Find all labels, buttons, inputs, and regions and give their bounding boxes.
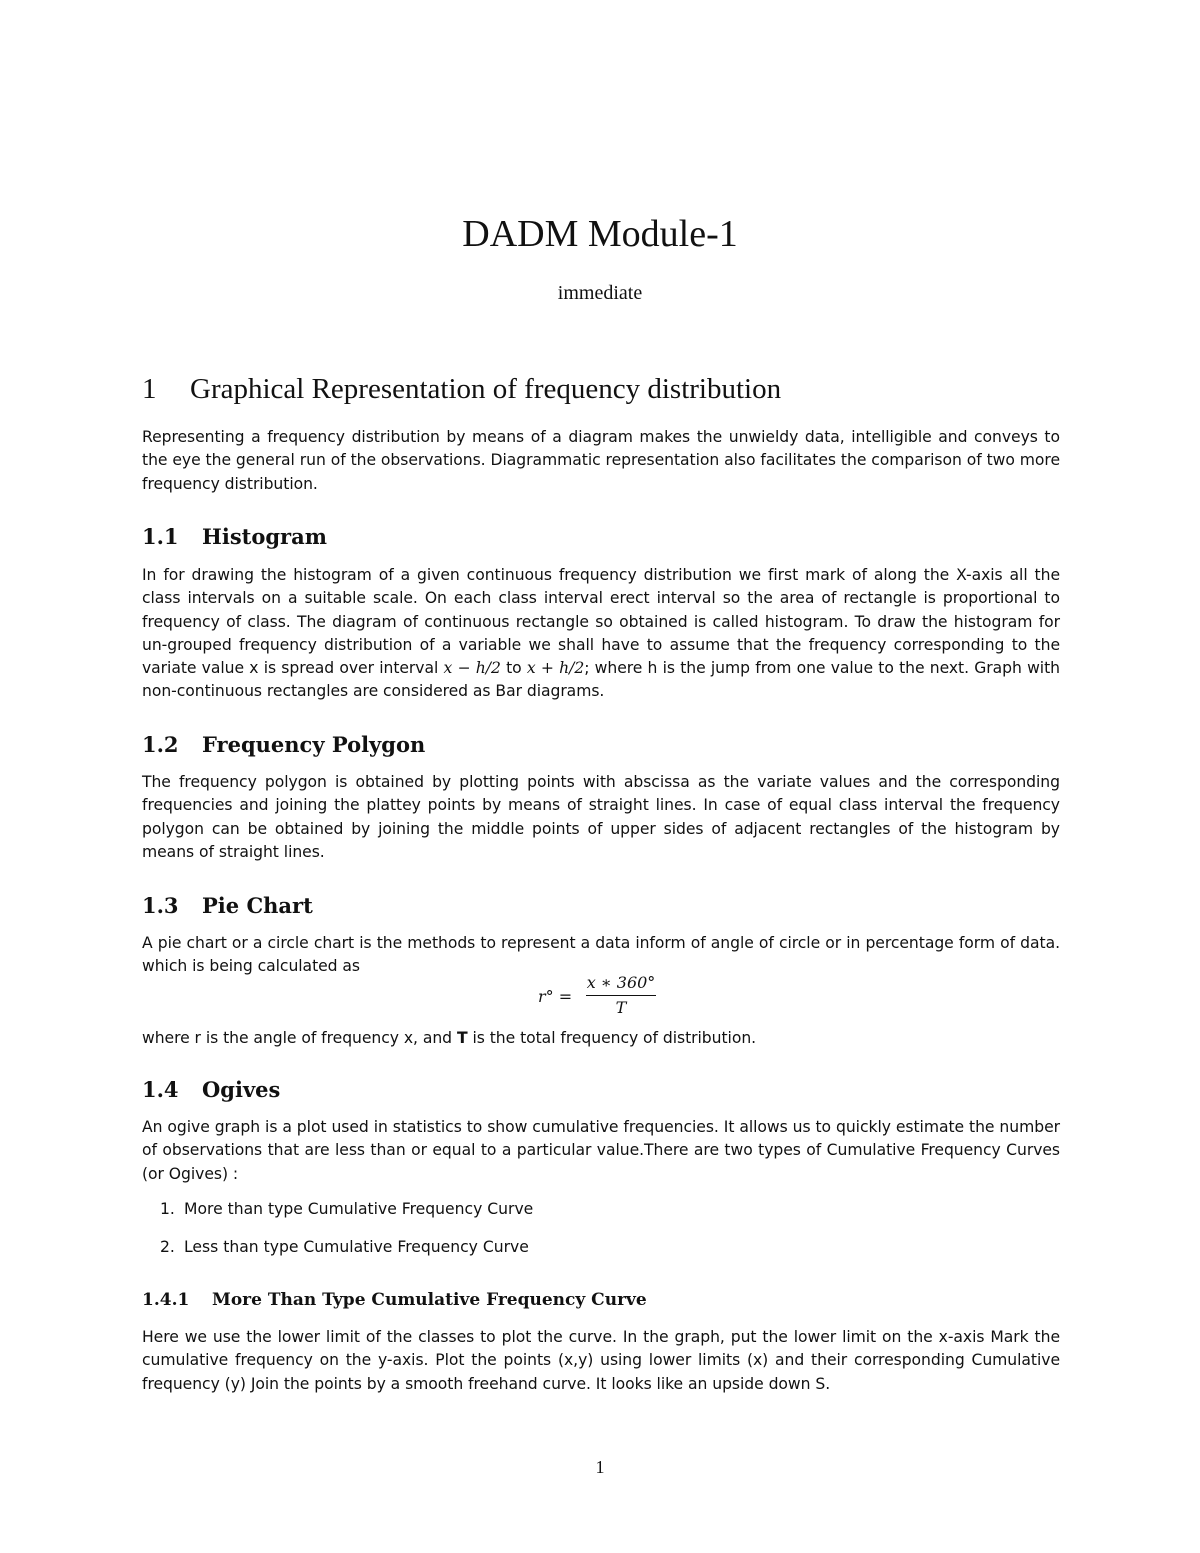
body-text: to: [500, 659, 527, 678]
formula-numerator: x ∗ 360°: [586, 973, 656, 992]
section-1-4-1-body: Here we use the lower limit of the classes to plot the curve. In the graph, put the lower limit on the x-axis Mark the cumulative frequency on the y-axis. Plot the points (x,y) using lower limits (x) and their corresponding Cumulative frequency (y) Join the points by a smooth freehand curve. It looks like an upside down S.: [142, 1328, 1060, 1393]
body-text: where r is the angle of frequency x, and: [142, 1029, 457, 1047]
math-expression: x + h/2: [526, 659, 585, 678]
bold-symbol: T: [456, 1029, 468, 1047]
section-number: 1.4.1: [142, 1290, 190, 1310]
section-1-2-body: The frequency polygon is obtained by plotting points with abscissa as the variate values and the corresponding frequencies and joining the plattey points by means of straight lines. In case of equal class interval the frequency polygon can be obtained by joining the middle points of upper sides of adjacent rectangles of the histogram by means of straight lines.: [142, 773, 1060, 861]
list-item: [160, 1238, 529, 1256]
section-1-body: Representing a frequency distribution by means of a diagram makes the unwieldy data, intelligible and conveys to the eye the general run of the observations. Diagrammatic representation also facilitates the comparison of two more frequency distribution.: [142, 428, 1060, 493]
formula-lhs: r° =: [538, 987, 573, 1006]
section-title: Graphical Representation of frequency distribution: [190, 373, 782, 405]
list-item-text: More than type Cumulative Frequency Curve: [184, 1200, 534, 1218]
section-1-2-heading: [142, 732, 425, 757]
body-text: In for drawing the histogram of a given continuous frequency distribution we first mark of along the X-axis all the class intervals on a suitable scale. On each class interval erect interval so the area of rectangle is proportional to frequency of class. The diagram of continuous rectangle so obtained is called histogram. To draw the histogram for un-grouped frequency distribution of a variable we shall have to assume that the frequency corresponding to the variate value x is spread over interval: [142, 566, 1060, 678]
section-1-heading: [142, 373, 781, 406]
page-number: 1: [595, 1457, 605, 1477]
fraction-bar: [586, 995, 656, 996]
formula-denominator: T: [615, 998, 627, 1017]
section-title: Frequency Polygon: [202, 732, 426, 757]
section-1-4-body: An ogive graph is a plot used in statistics to show cumulative frequencies. It allows us to quickly estimate the number of observations that are less than or equal to a particular value.There are two types of Cumulative Frequency Curves (or Ogives) :: [142, 1118, 1060, 1183]
section-number: 1.4: [142, 1077, 179, 1102]
section-title: More Than Type Cumulative Frequency Curve: [212, 1290, 647, 1310]
section-1-3-body: A pie chart or a circle chart is the methods to represent a data inform of angle of circle or in percentage form of data. which is being calculated as: [142, 934, 1060, 976]
section-1-4-1-heading: [142, 1290, 647, 1310]
section-1-1-heading: [142, 524, 327, 549]
list-item-text: Less than type Cumulative Frequency Curve: [184, 1238, 529, 1256]
section-number: 1.2: [142, 732, 179, 757]
section-number: 1.1: [142, 524, 179, 549]
document-title: DADM Module-1: [462, 213, 738, 255]
section-1-3-after-formula: [142, 1027, 1060, 1050]
section-1-4-heading: [142, 1077, 280, 1102]
section-title: Pie Chart: [202, 893, 313, 918]
section-number: 1: [142, 373, 157, 405]
math-expression: x − h/2: [443, 659, 501, 678]
list-item: [160, 1200, 533, 1218]
list-item-label: 2.: [160, 1238, 175, 1256]
section-number: 1.3: [142, 893, 179, 918]
list-item-label: 1.: [160, 1200, 175, 1218]
section-1-1-body: [142, 564, 1060, 704]
formula-fraction: [586, 973, 656, 1017]
section-title: Histogram: [202, 524, 327, 549]
document-author: immediate: [557, 282, 643, 304]
body-text: ; where h is the jump from one value to the next. Graph with non-continuous rectangles are considered as Bar diagrams.: [142, 659, 1060, 701]
section-1-3-heading: [142, 893, 313, 918]
body-text: is the total frequency of distribution.: [467, 1029, 757, 1047]
section-title: Ogives: [202, 1077, 281, 1102]
